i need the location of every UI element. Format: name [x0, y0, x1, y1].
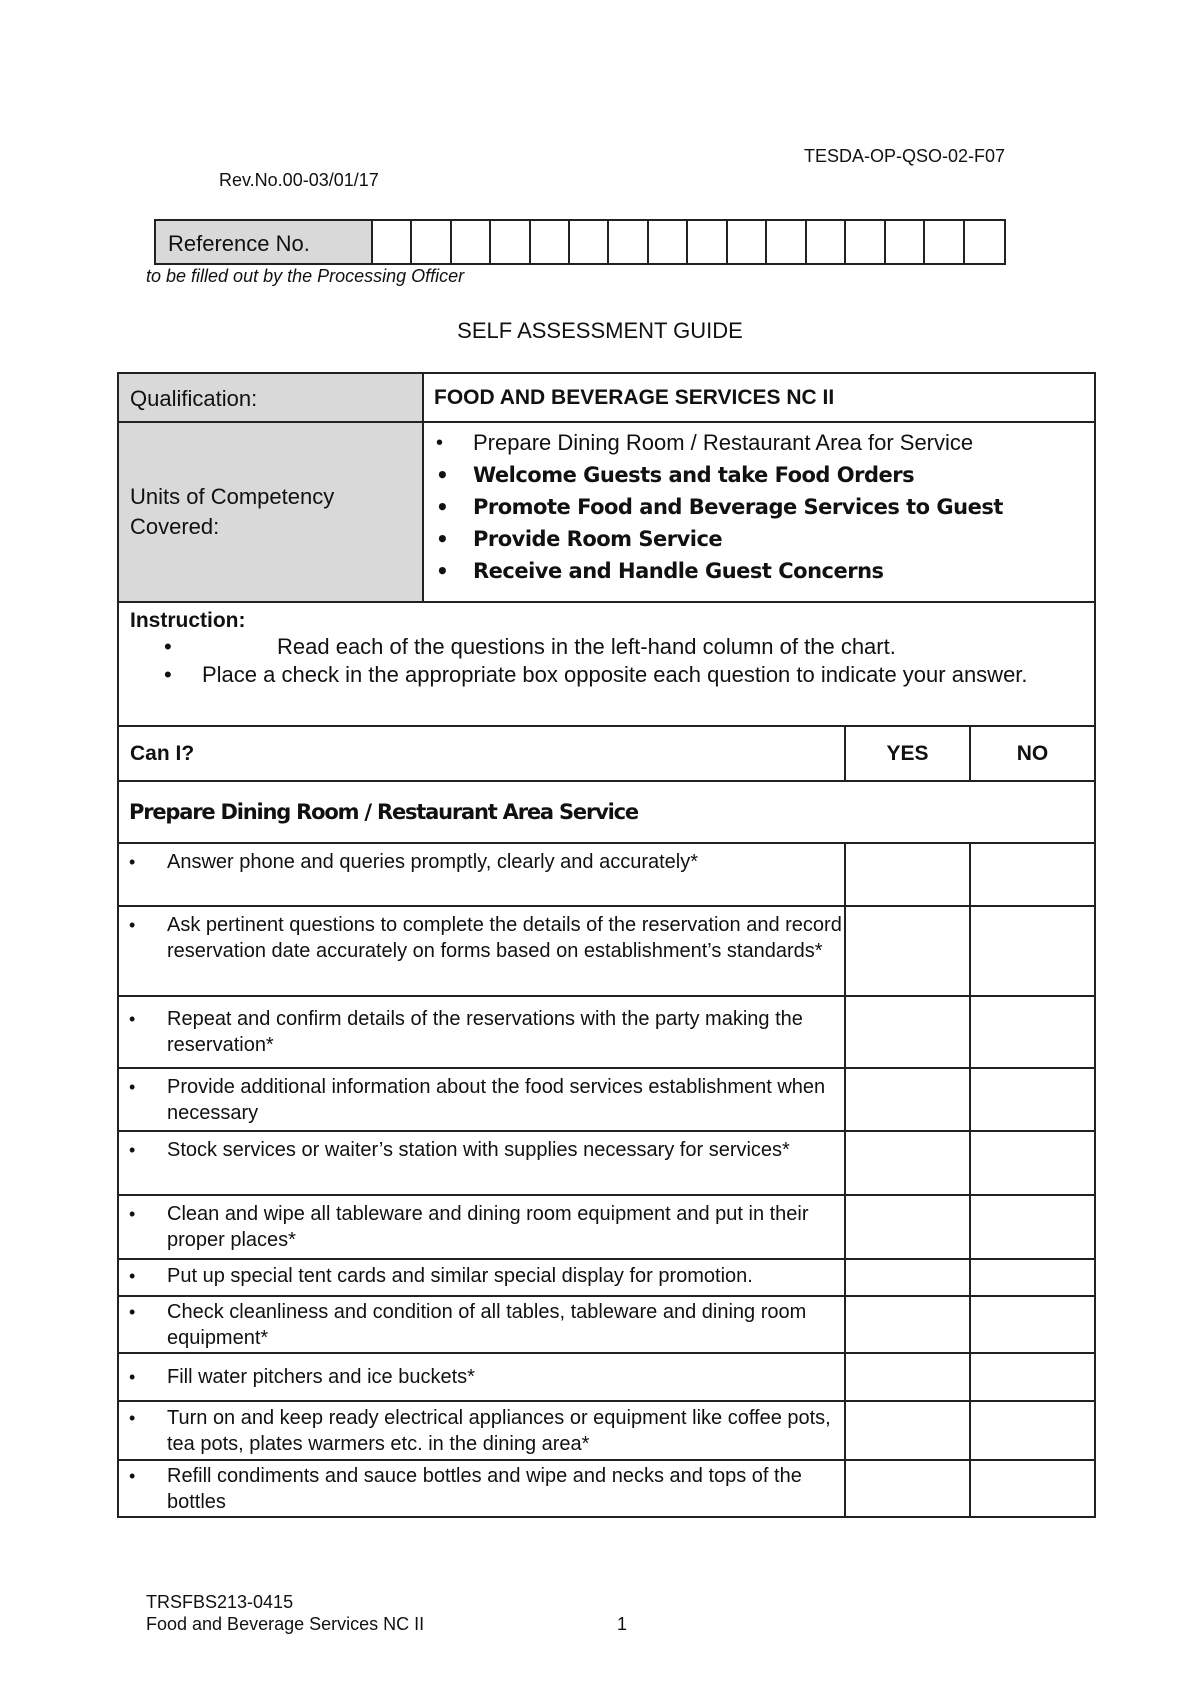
reference-digit-cell[interactable]: [846, 221, 885, 263]
bullet-icon: •: [129, 1302, 136, 1322]
bullet-icon: •: [436, 432, 444, 454]
bullet-icon: •: [129, 1140, 136, 1160]
question-cell: [118, 1131, 845, 1195]
unit-item: [436, 523, 1094, 555]
instruction-text: Read each of the questions in the left-hand column of the chart.: [277, 634, 896, 659]
reference-digit-cell[interactable]: [531, 221, 570, 263]
bullet-icon: •: [436, 527, 449, 551]
reference-number-label: Reference No.: [156, 221, 373, 263]
no-checkbox-cell[interactable]: [970, 843, 1095, 906]
unit-item-text: Promote Food and Beverage Services to Guest: [473, 495, 1003, 519]
unit-item: [436, 491, 1094, 523]
table-row: [118, 1353, 1095, 1401]
no-checkbox-cell[interactable]: [970, 996, 1095, 1068]
section-title: Prepare Dining Room / Restaurant Area Service: [118, 781, 1095, 843]
unit-item-text: Receive and Handle Guest Concerns: [473, 559, 884, 583]
no-checkbox-cell[interactable]: [970, 1353, 1095, 1401]
section-row: [118, 781, 1095, 843]
question-text: Put up special tent cards and similar special display for promotion.: [167, 1265, 753, 1287]
question-text: Stock services or waiter’s station with supplies necessary for services*: [167, 1139, 790, 1161]
yes-checkbox-cell[interactable]: [845, 1401, 970, 1460]
unit-item-text: Prepare Dining Room / Restaurant Area for Service: [473, 430, 974, 455]
no-checkbox-cell[interactable]: [970, 1068, 1095, 1131]
bullet-icon: •: [164, 634, 172, 659]
yes-checkbox-cell[interactable]: [845, 1195, 970, 1259]
table-row: [118, 843, 1095, 906]
question-text: Ask pertinent questions to complete the details of the reservation and record reservation date accurately on forms based on establishment’s standards*: [167, 914, 842, 962]
reference-digit-cell[interactable]: [807, 221, 846, 263]
reference-number-box: [154, 219, 1006, 265]
reference-digit-cell[interactable]: [412, 221, 451, 263]
question-text: Repeat and confirm details of the reservations with the party making the reservation*: [167, 1008, 803, 1056]
units-label-line: Units of Competency: [130, 484, 335, 509]
question-text: Turn on and keep ready electrical appliances or equipment like coffee pots, tea pots, plates warmers etc. in the dining area*: [167, 1407, 831, 1455]
reference-digit-cell[interactable]: [452, 221, 491, 263]
reference-digit-cell[interactable]: [570, 221, 609, 263]
reference-digit-cell[interactable]: [609, 221, 648, 263]
yes-checkbox-cell[interactable]: [845, 1259, 970, 1296]
question-cell: [118, 996, 845, 1068]
question-cell: [118, 1296, 845, 1353]
qualification-row: [118, 373, 1095, 422]
document-code: TESDA-OP-QSO-02-F07: [804, 146, 1006, 166]
bullet-icon: •: [129, 915, 136, 935]
yes-checkbox-cell[interactable]: [845, 1068, 970, 1131]
reference-digit-cell[interactable]: [965, 221, 1004, 263]
bullet-icon: •: [129, 852, 136, 872]
table-header-row: [118, 726, 1095, 781]
yes-checkbox-cell[interactable]: [845, 1296, 970, 1353]
instruction-cell: [118, 602, 1095, 726]
bullet-icon: •: [129, 1077, 136, 1097]
question-cell: [118, 1195, 845, 1259]
question-text: Provide additional information about the food services establishment when necessary: [167, 1076, 826, 1124]
instruction-item: [130, 633, 1094, 661]
instruction-text: Place a check in the appropriate box opposite each question to indicate your answer.: [202, 662, 1028, 687]
unit-item-text: Welcome Guests and take Food Orders: [473, 463, 915, 487]
reference-digit-cell[interactable]: [767, 221, 806, 263]
yes-checkbox-cell[interactable]: [845, 996, 970, 1068]
bullet-icon: •: [436, 495, 449, 519]
units-list-cell: [423, 422, 1095, 602]
qualification-value: FOOD AND BEVERAGE SERVICES NC II: [423, 373, 1095, 422]
revision-number: Rev.No.00-03/01/17: [219, 170, 379, 190]
yes-checkbox-cell[interactable]: [845, 1131, 970, 1195]
question-cell: [118, 906, 845, 996]
table-row: [118, 1195, 1095, 1259]
yes-checkbox-cell[interactable]: [845, 843, 970, 906]
question-cell: [118, 1401, 845, 1460]
units-list: [436, 427, 1094, 587]
bullet-icon: •: [436, 463, 449, 487]
bullet-icon: •: [436, 559, 449, 583]
question-cell: [118, 1259, 845, 1296]
assessment-table: [117, 372, 1096, 1518]
unit-item: [436, 427, 1094, 459]
reference-digit-cell[interactable]: [886, 221, 925, 263]
question-cell: [118, 1353, 845, 1401]
instruction-item: [130, 661, 1094, 689]
table-row: [118, 1259, 1095, 1296]
bullet-icon: •: [164, 662, 172, 687]
table-row: [118, 1131, 1095, 1195]
reference-digit-cell[interactable]: [688, 221, 727, 263]
no-column-header: NO: [970, 726, 1095, 781]
units-label-line: Covered:: [130, 514, 220, 539]
no-checkbox-cell[interactable]: [970, 1460, 1095, 1517]
bullet-icon: •: [129, 1367, 136, 1387]
no-checkbox-cell[interactable]: [970, 1296, 1095, 1353]
question-cell: [118, 843, 845, 906]
reference-digit-cell[interactable]: [925, 221, 964, 263]
yes-column-header: YES: [845, 726, 970, 781]
unit-item-text: Provide Room Service: [473, 527, 723, 551]
question-text: Fill water pitchers and ice buckets*: [167, 1366, 475, 1388]
page-title: SELF ASSESSMENT GUIDE: [457, 318, 743, 343]
table-row: [118, 1068, 1095, 1131]
table-row: [118, 996, 1095, 1068]
yes-checkbox-cell[interactable]: [845, 1460, 970, 1517]
bullet-icon: •: [129, 1466, 136, 1486]
table-row: [118, 1401, 1095, 1460]
no-checkbox-cell[interactable]: [970, 1259, 1095, 1296]
question-cell: [118, 1068, 845, 1131]
yes-checkbox-cell[interactable]: [845, 1353, 970, 1401]
footer-title: Food and Beverage Services NC II: [146, 1614, 425, 1634]
units-label: [118, 422, 423, 602]
question-column-header: Can I?: [118, 726, 845, 781]
no-checkbox-cell[interactable]: [970, 1195, 1095, 1259]
no-checkbox-cell[interactable]: [970, 1401, 1095, 1460]
reference-digit-cell[interactable]: [649, 221, 688, 263]
instruction-row: [118, 602, 1095, 726]
no-checkbox-cell[interactable]: [970, 1131, 1095, 1195]
reference-digit-cell[interactable]: [728, 221, 767, 263]
question-text: Refill condiments and sauce bottles and wipe and necks and tops of the bottles: [167, 1465, 802, 1513]
bullet-icon: •: [129, 1408, 136, 1428]
unit-item: [436, 555, 1094, 587]
question-text: Clean and wipe all tableware and dining room equipment and put in their proper places*: [167, 1203, 809, 1251]
question-text: Check cleanliness and condition of all tables, tableware and dining room equipment*: [167, 1301, 807, 1349]
yes-checkbox-cell[interactable]: [845, 906, 970, 996]
footer-code: TRSFBS213-0415: [146, 1592, 294, 1612]
page-number: 1: [617, 1614, 628, 1634]
table-row: [118, 1296, 1095, 1353]
qualification-label: Qualification:: [118, 373, 423, 422]
instruction-title: Instruction:: [130, 609, 246, 632]
bullet-icon: •: [129, 1009, 136, 1029]
bullet-icon: •: [129, 1204, 136, 1224]
unit-item: [436, 459, 1094, 491]
bullet-icon: •: [129, 1266, 136, 1286]
table-row: [118, 906, 1095, 996]
question-text: Answer phone and queries promptly, clearly and accurately*: [167, 851, 699, 873]
reference-digit-cell[interactable]: [373, 221, 412, 263]
reference-note: to be filled out by the Processing Officer: [146, 266, 465, 286]
question-cell: [118, 1460, 845, 1517]
no-checkbox-cell[interactable]: [970, 906, 1095, 996]
reference-digit-cell[interactable]: [491, 221, 530, 263]
units-row: [118, 422, 1095, 602]
table-row: [118, 1460, 1095, 1517]
